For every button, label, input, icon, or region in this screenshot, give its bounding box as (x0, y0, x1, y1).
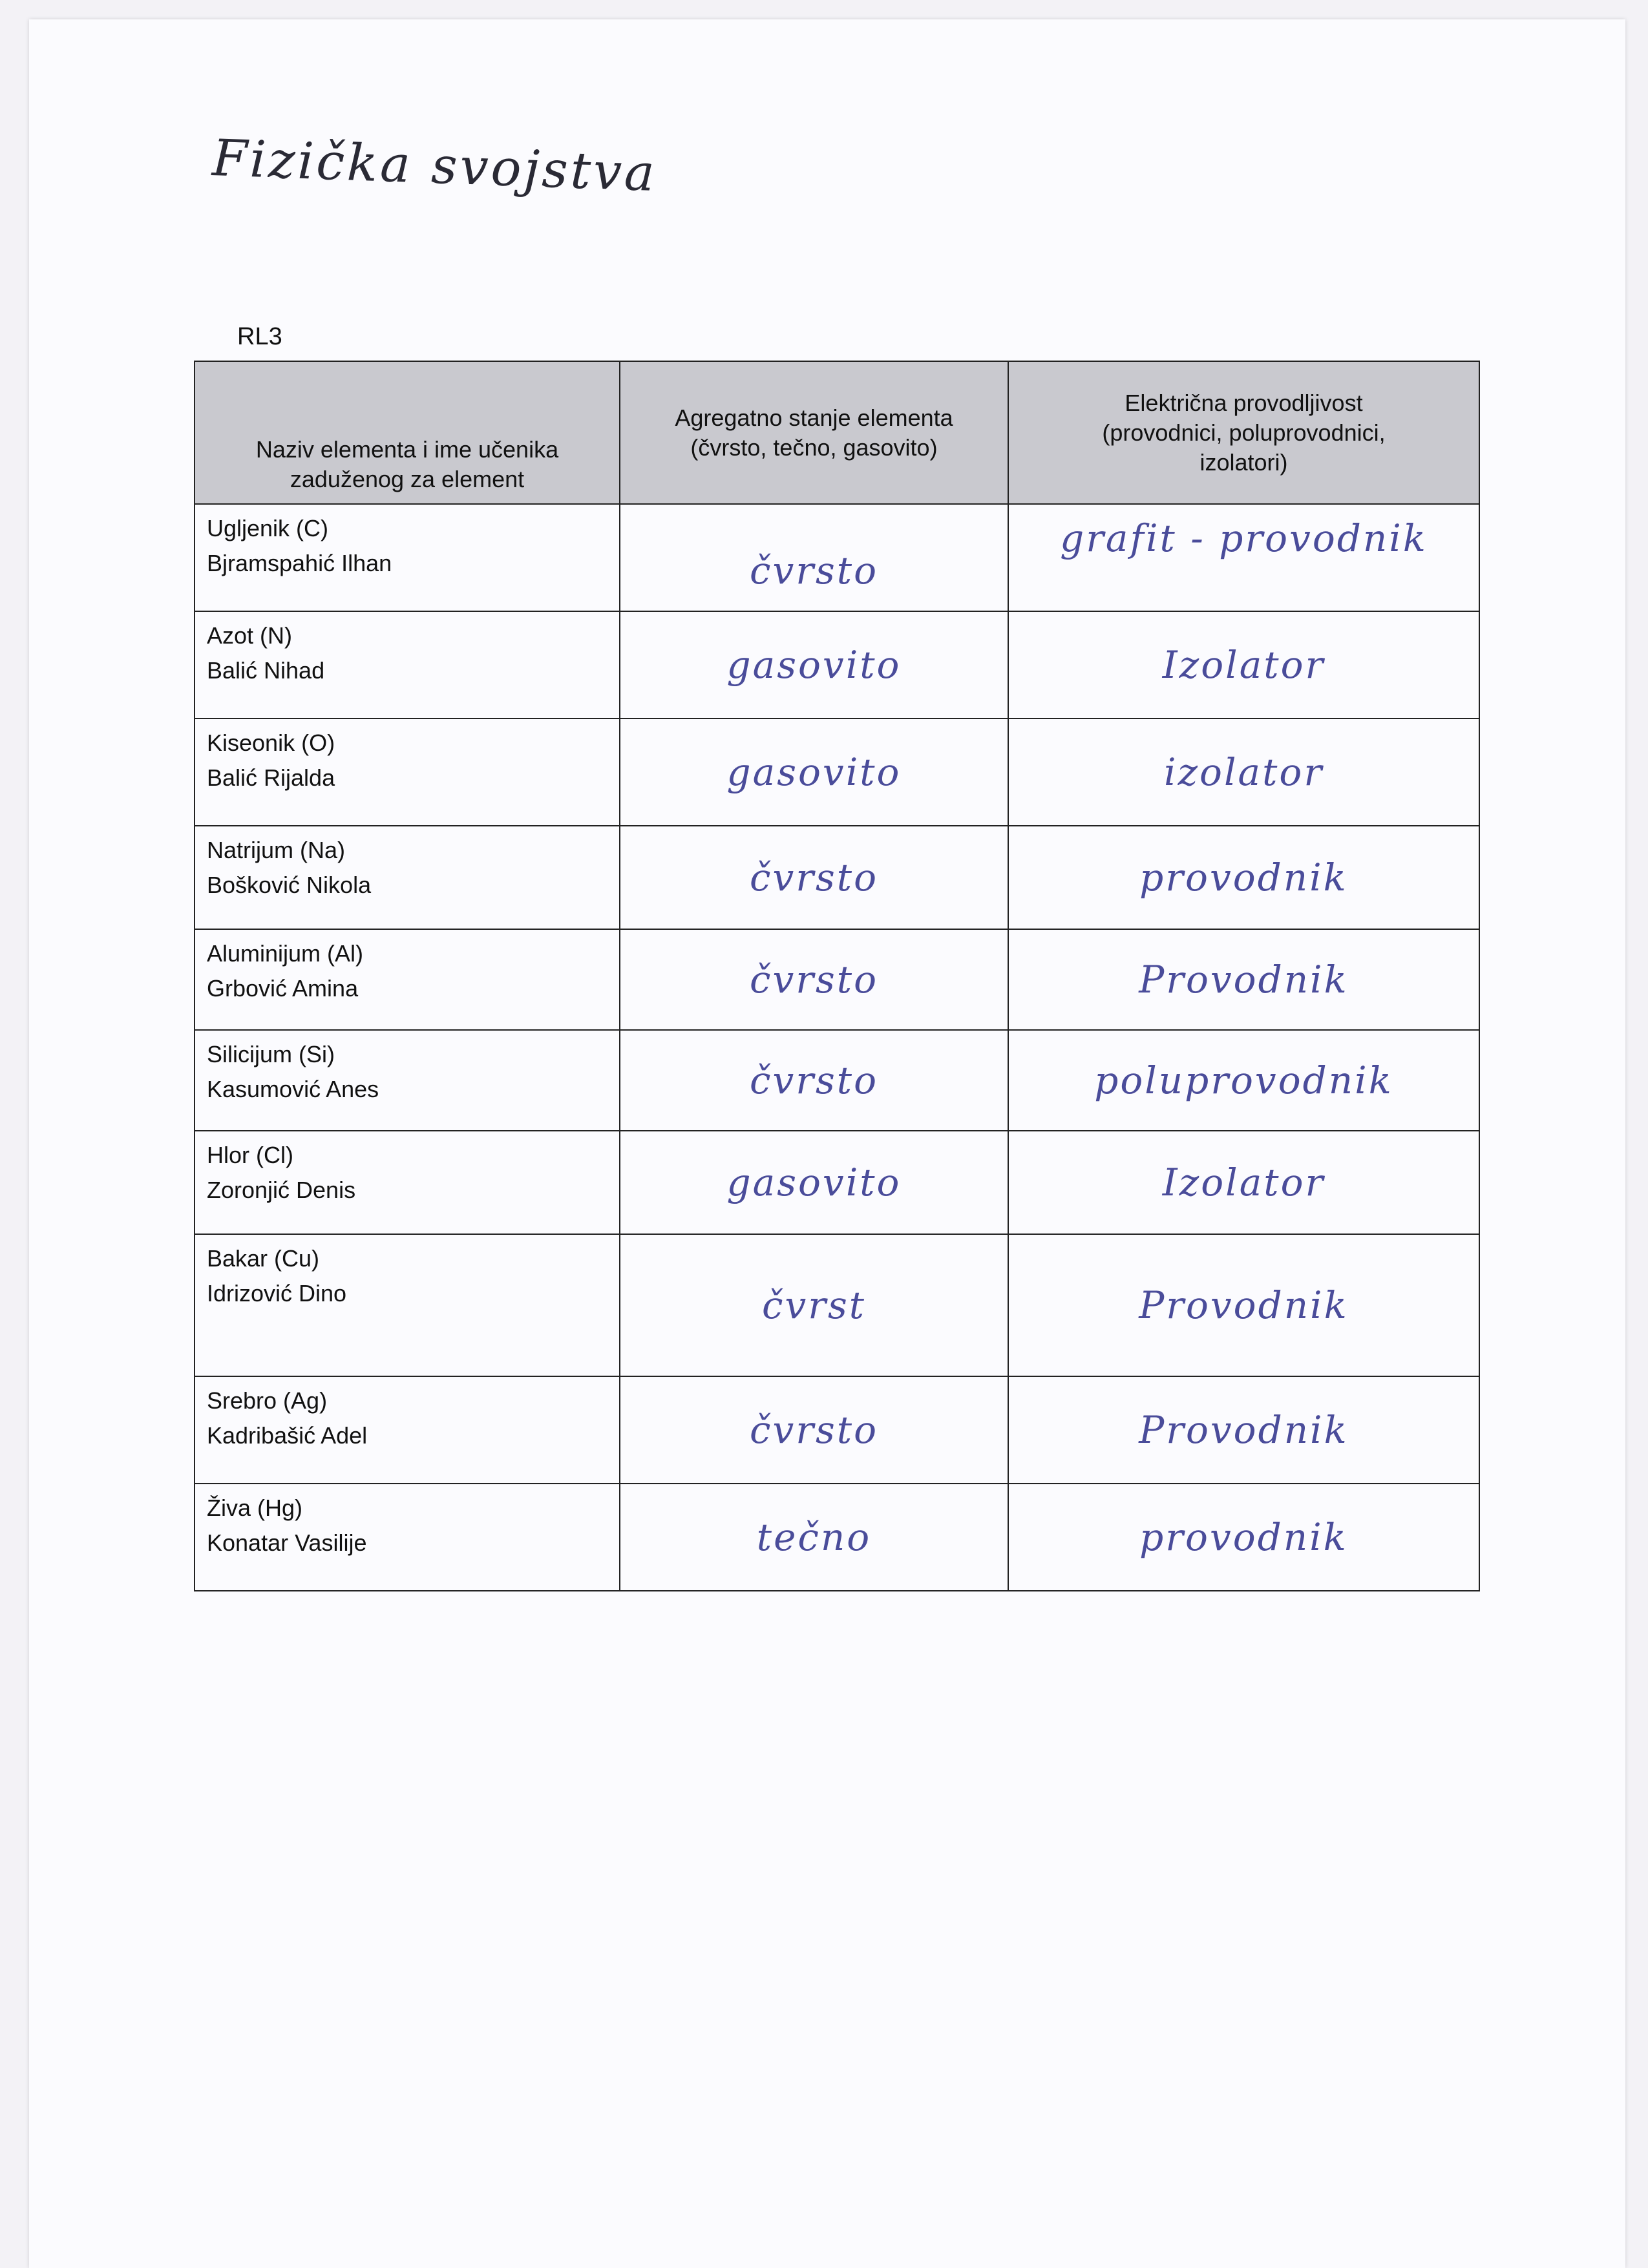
element-cell: Natrijum (Na) Bošković Nikola (195, 826, 620, 929)
state-cell: čvrsto (620, 1030, 1008, 1131)
state-cell: čvrsto (620, 504, 1008, 611)
conductivity-cell: provodnik (1008, 1484, 1479, 1591)
table-header-row (195, 361, 1479, 504)
table-row (195, 826, 1479, 929)
conductivity-cell: provodnik (1008, 826, 1479, 929)
table-row (195, 1376, 1479, 1484)
element-cell: Srebro (Ag) Kadribašić Adel (195, 1376, 620, 1484)
table-row (195, 611, 1479, 719)
table-row (195, 719, 1479, 826)
table-row (195, 1131, 1479, 1234)
conductivity-cell: Provodnik (1008, 1376, 1479, 1484)
state-cell: čvrsto (620, 1376, 1008, 1484)
table-row (195, 1484, 1479, 1591)
conductivity-cell: Provodnik (1008, 1234, 1479, 1376)
element-cell: Živa (Hg) Konatar Vasilije (195, 1484, 620, 1591)
element-cell: Ugljenik (C) Bjramspahić Ilhan (195, 504, 620, 611)
element-cell: Aluminijum (Al) Grbović Amina (195, 929, 620, 1030)
element-cell: Bakar (Cu) Idrizović Dino (195, 1234, 620, 1376)
conductivity-cell: Izolator (1008, 611, 1479, 719)
table-row (195, 504, 1479, 611)
state-cell: čvrsto (620, 929, 1008, 1030)
conductivity-cell: Provodnik (1008, 929, 1479, 1030)
state-cell: čvrsto (620, 826, 1008, 929)
conductivity-cell: grafit - provodnik (1008, 504, 1479, 611)
state-cell: tečno (620, 1484, 1008, 1591)
properties-table (194, 361, 1480, 1591)
header-element-student: Naziv elementa i ime učenika zaduženog za element (195, 361, 620, 504)
header-aggregate-state: Agregatno stanje elementa (čvrsto, tečno, gasovito) (620, 361, 1008, 504)
conductivity-cell: poluprovodnik (1008, 1030, 1479, 1131)
table-row (195, 1234, 1479, 1376)
state-cell: gasovito (620, 719, 1008, 826)
table-row (195, 1030, 1479, 1131)
element-cell: Azot (N) Balić Nihad (195, 611, 620, 719)
table-row (195, 929, 1479, 1030)
conductivity-cell: Izolator (1008, 1131, 1479, 1234)
element-cell: Hlor (Cl) Zoronjić Denis (195, 1131, 620, 1234)
state-cell: čvrst (620, 1234, 1008, 1376)
handwritten-title: Fizička svojstva (211, 129, 659, 203)
conductivity-cell: izolator (1008, 719, 1479, 826)
element-cell: Kiseonik (O) Balić Rijalda (195, 719, 620, 826)
state-cell: gasovito (620, 611, 1008, 719)
state-cell: gasovito (620, 1131, 1008, 1234)
document-code: RL3 (237, 323, 282, 350)
element-cell: Silicijum (Si) Kasumović Anes (195, 1030, 620, 1131)
header-conductivity: Električna provodljivost (provodnici, poluprovodnici, izolatori) (1008, 361, 1479, 504)
